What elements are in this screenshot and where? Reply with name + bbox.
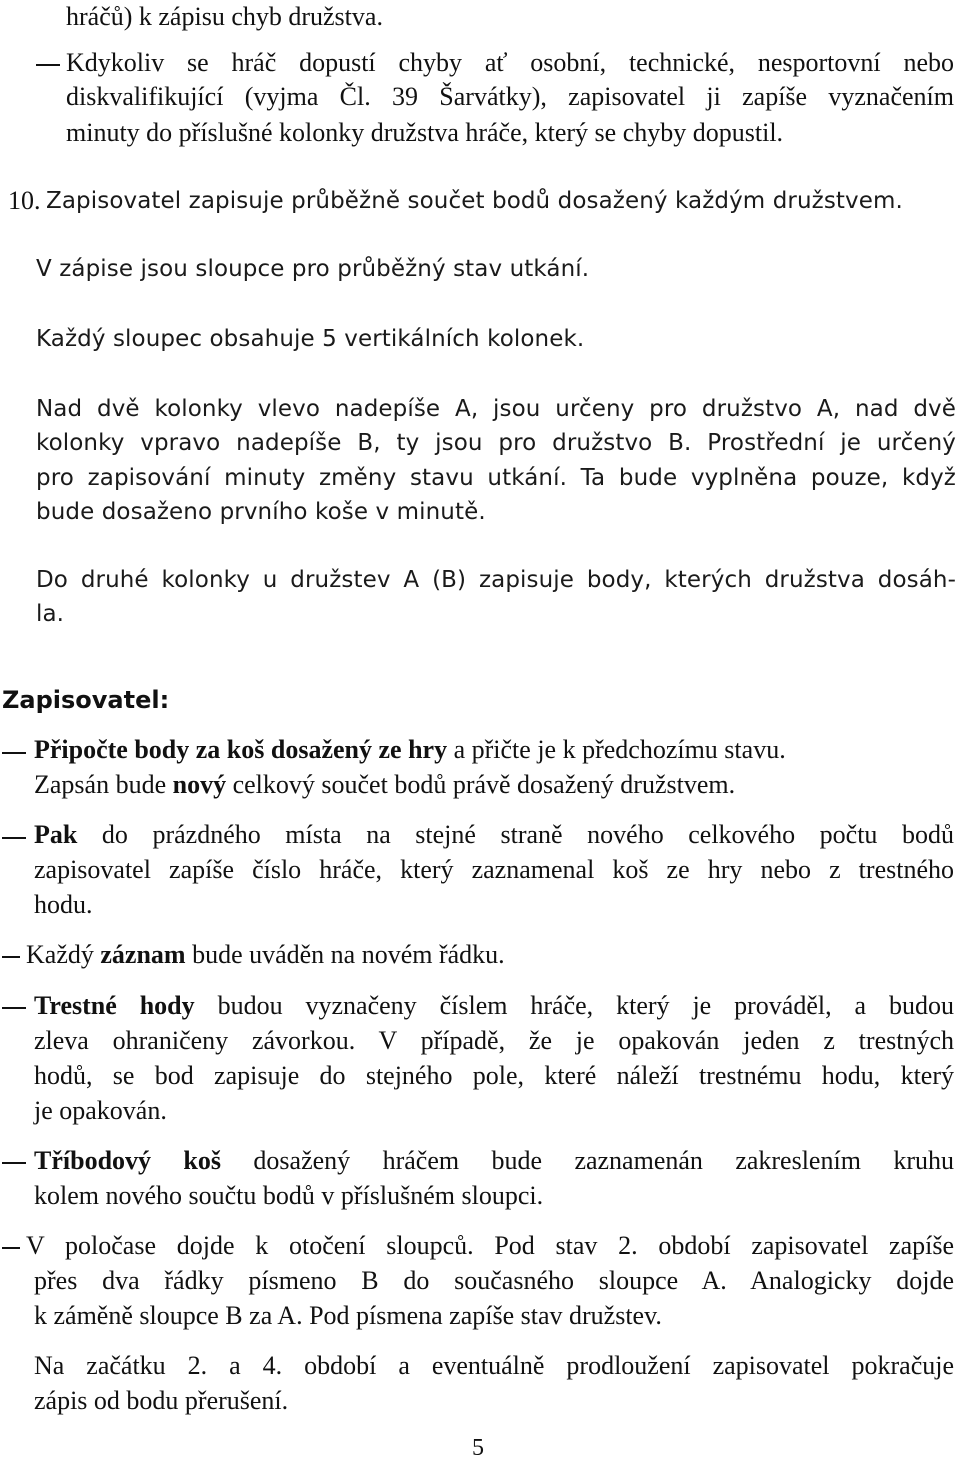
point-10-para-3-line-3: pro zapisování minuty změny stavu utkání. Ta bude vyplněna pouze, když — [36, 465, 956, 491]
list-dash — [2, 956, 20, 958]
section-heading: Zapisovatel: — [2, 686, 170, 714]
point-10-para-3-line-1: Nad dvě kolonky vlevo nadepíše A, jsou určeny pro družstvo A, nad dvě — [36, 396, 956, 422]
point-10-para-4-line-2: la. — [36, 601, 65, 627]
item-1-line-2 — [34, 768, 735, 802]
item-6-line-2: přes dva řádky písmeno B do současného sloupce A. Analogicky dojde — [34, 1266, 954, 1295]
item-4-line-4: je opakován. — [34, 1096, 167, 1125]
point-10-para-4-line-1: Do druhé kolonky u družstev A (B) zapisuje body, kterých družstva dosáh- — [36, 567, 956, 593]
item-3-bold: záznam — [100, 940, 186, 969]
item-1-rest: a přičte je k předchozímu stavu. — [447, 735, 786, 764]
list-dash — [2, 1007, 26, 1009]
item-3-pre: Každý — [26, 940, 101, 969]
list-dash — [2, 837, 26, 839]
item-3-line-1 — [26, 938, 505, 972]
errors-line-1: Kdykoliv se hráč dopustí chyby ať osobní, technické, nesportovní nebo — [66, 48, 954, 77]
list-dash — [2, 1247, 20, 1249]
item-2-line-1 — [34, 818, 954, 852]
continuation-line: hráčů) k zápisu chyb družstva. — [66, 2, 383, 31]
item-1-line-1 — [34, 733, 786, 767]
list-dash — [2, 1162, 26, 1164]
point-10-para-3-line-2: kolonky vpravo nadepíše B, ty jsou pro družstvo B. Prostřední je určený — [36, 430, 956, 456]
item-4-line-2: zleva ohraničeny závorkou. V případě, že je opakován jeden z trestných — [34, 1026, 954, 1055]
errors-line-2: diskvalifikující (vyjma Čl. 39 Šarvátky), zapisovatel ji zapíše vyznačením — [66, 82, 954, 111]
final-line-1: Na začátku 2. a 4. období a eventuálně prodloužení zapisovatel pokračuje — [34, 1351, 954, 1380]
item-4-line-1 — [34, 989, 954, 1023]
item-2-line-2: zapisovatel zapíše číslo hráče, který zaznamenal koš ze hry nebo z trestného — [34, 855, 954, 884]
item-1-bold: Připočte body za koš dosažený ze hry — [34, 735, 448, 764]
list-dash — [2, 752, 26, 754]
point-10-para-1: V zápise jsou sloupce pro průběžný stav utkání. — [36, 256, 590, 282]
page-number: 5 — [472, 1435, 484, 1461]
item-4-rest: budou vyznačeny číslem hráče, který je prováděl, a budou — [194, 991, 955, 1020]
item-2-rest: do prázdného místa na stejné straně nového celkového počtu bodů — [77, 820, 954, 849]
item-2-bold: Pak — [34, 820, 78, 849]
item-4-line-3: hodů, se bod zapisuje do stejného pole, které náleží trestnému hodu, který — [34, 1061, 954, 1090]
item-5-bold: Tříbodový koš — [34, 1146, 222, 1175]
item-1-line-2-post: celkový součet bodů právě dosažený družstvem. — [226, 770, 736, 799]
item-1-line-2-pre: Zapsán bude — [34, 770, 173, 799]
item-5-line-1 — [34, 1144, 954, 1178]
item-6-line-1: V poločase dojde k otočení sloupců. Pod stav 2. období zapisovatel zapíše — [26, 1231, 954, 1260]
item-5-line-2: kolem nového součtu bodů v příslušném sloupci. — [34, 1181, 544, 1210]
point-10-para-2: Každý sloupec obsahuje 5 vertikálních kolonek. — [36, 326, 585, 352]
item-1-line-2-bold: nový — [172, 770, 227, 799]
point-10-text: Zapisovatel zapisuje průběžně součet bodů dosažený každým družstvem. — [46, 188, 903, 214]
item-6-line-3: k záměně sloupce B za A. Pod písmena zapíše stav družstev. — [34, 1301, 662, 1330]
point-10-para-3-line-4: bude dosaženo prvního koše v minutě. — [36, 499, 486, 525]
final-line-2: zápis od bodu přerušení. — [34, 1386, 289, 1415]
item-4-bold: Trestné hody — [34, 991, 195, 1020]
item-3-post: bude uváděn na novém řádku. — [185, 940, 505, 969]
item-2-line-3: hodu. — [34, 890, 93, 919]
errors-line-3: minuty do příslušné kolonky družstva hráče, který se chyby dopustil. — [66, 118, 784, 147]
list-dash — [36, 64, 60, 66]
item-5-rest: dosažený hráčem bude zaznamenán zakreslením kruhu — [221, 1146, 954, 1175]
point-number: 10. — [8, 186, 41, 215]
